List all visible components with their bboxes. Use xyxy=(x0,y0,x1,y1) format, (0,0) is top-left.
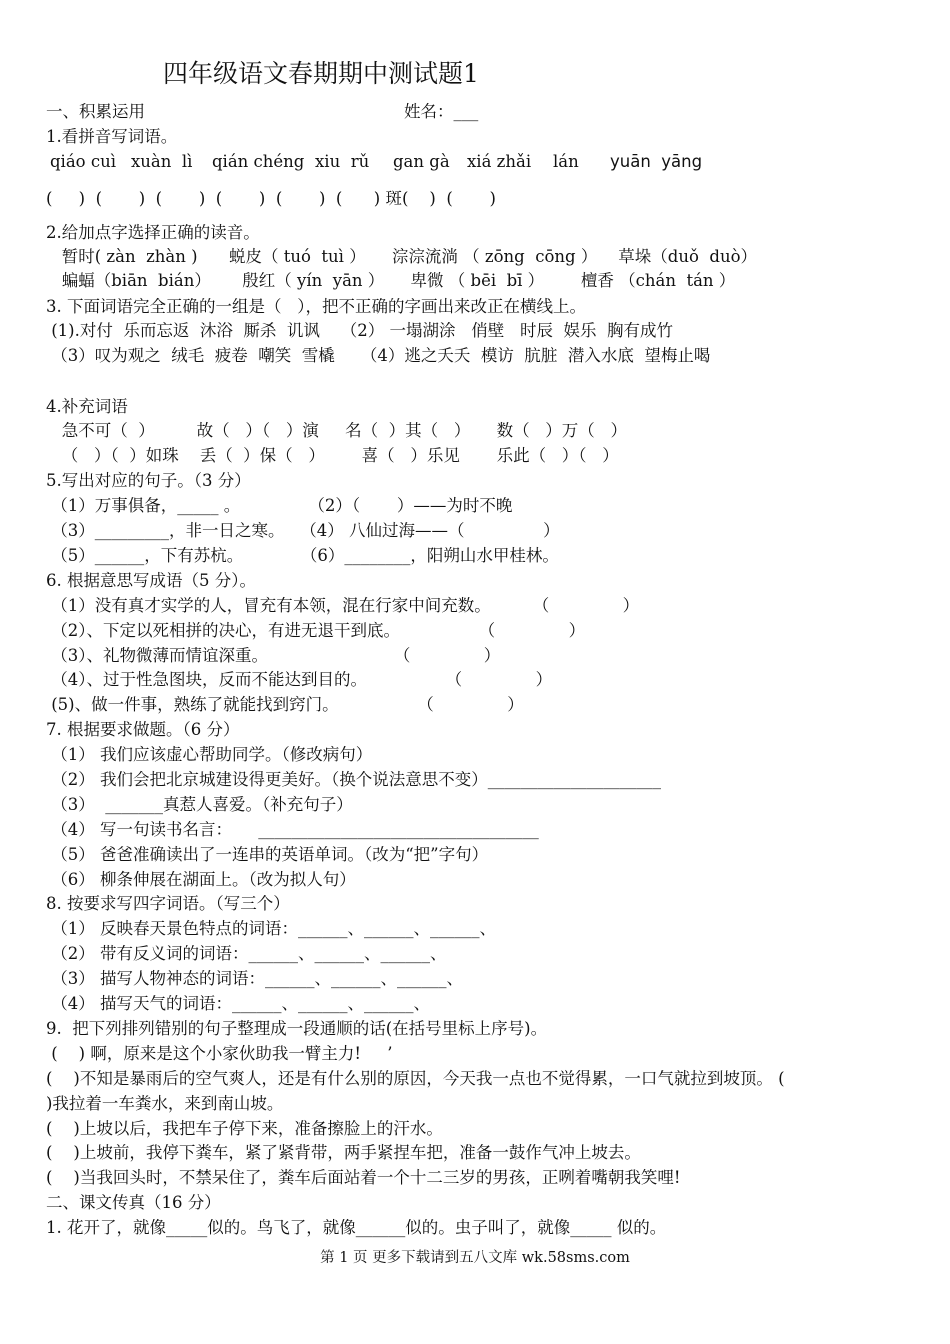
question-heading: 9. 把下列排列错别的句子整理成一段通顺的话(在括号里标上序号)。 xyxy=(46,1019,548,1038)
question-line: （5） 爸爸准确读出了一连串的英语单词。（改为“把”字句） xyxy=(46,845,489,864)
answer-blanks: ( ) ( ) ( ) ( ) ( ) ( ) 斑( ) ( ) xyxy=(46,189,496,208)
question-line: （2）、下定以死相拼的决心，有进无退干到底。 （ ） xyxy=(46,621,586,640)
question-heading: 3. 下面词语完全正确的一组是（ ），把不正确的字画出来改正在横线上。 xyxy=(46,297,586,316)
question-line: ( )上坡前，我停下粪车，紧了紧背带，两手紧捏车把，准备一鼓作气冲上坡去。 xyxy=(46,1143,641,1162)
section-heading: 一、积累运用 xyxy=(46,102,145,121)
question-line: 暂时( zàn zhàn ) 蜕皮（ tuó tuì ） 淙淙流淌 （ zōng cōng ） 草垛（duǒ duò） xyxy=(46,247,758,266)
question-line: （5）______，下有苏杭。 （6）________，阳朔山水甲桂林。 xyxy=(46,546,559,565)
question-line: (5)、做一件事，熟练了就能找到窍门。 （ ） xyxy=(46,695,524,714)
question-line: 蝙蝠（biān bián） 殷红（ yín yān ） 卑微 （ bēi bī ） 檀香 （chán tán ） xyxy=(46,271,736,290)
question-line: (1).对付 乐而忘返 沐浴 厮杀 讥讽 （2） 一塌湖涂 俏壁 时辰 娱乐 胸有成竹 xyxy=(46,321,673,340)
name-field-label: 姓名：___ xyxy=(404,102,479,121)
question-line: ( )当我回头时，不禁呆住了，粪车后面站着一个十二三岁的男孩，正咧着嘴朝我笑哩! xyxy=(46,1168,681,1187)
question-line: （ ）（ ）如珠 丢（ ）保（ ） 喜（ ）乐见 乐此（ ）（ ） xyxy=(46,446,619,465)
question-line: ( )不知是暴雨后的空气爽人，还是有什么别的原因，今天我一点也不觉得累，一口气就拉到坡顶。 ( xyxy=(46,1069,785,1088)
question-line: 1. 花开了，就像_____似的。鸟飞了，就像______似的。虫子叫了，就像_____ 似的。 xyxy=(46,1218,667,1237)
question-heading: 5.写出对应的句子。（3 分） xyxy=(46,471,251,490)
pinyin-item: qián chéng xyxy=(212,152,305,171)
page-footer: 第 1 页 更多下载请到五八文库 wk.58sms.com xyxy=(320,1250,630,1266)
question-heading: 1.看拼音写词语。 xyxy=(46,127,178,146)
question-line: ( ) 啊，原来是这个小家伙助我一臂主力! ’ xyxy=(46,1044,393,1063)
question-line: （1）万事俱备，_____ 。 （2）（ ）——为时不晚 xyxy=(46,496,513,515)
section-heading: 二、课文传真（16 分） xyxy=(46,1193,221,1212)
pinyin-item: xuàn lì xyxy=(131,152,193,171)
question-line: （3） 描写人物神态的词语：______、______、______、 xyxy=(46,969,463,988)
question-heading: 8. 按要求写四字词语。（写三个） xyxy=(46,894,290,913)
question-line: ( )上坡以后，我把车子停下来，准备擦脸上的汗水。 xyxy=(46,1119,443,1138)
question-line: （6） 柳条伸展在湖面上。（改为拟人句） xyxy=(46,870,356,889)
question-line: （4） 写一句读书名言： __________________________________ xyxy=(46,820,539,839)
question-line: （3） _______真惹人喜爱。（补充句子） xyxy=(46,795,353,814)
question-line: （4） 描写天气的词语：______、______、______、 xyxy=(46,994,430,1013)
question-line: （3）叹为观之 绒毛 疲卷 嘲笑 雪橇 （4）逃之夭夭 模访 肮脏 潜入水底 望梅止喝 xyxy=(46,346,711,365)
question-heading: 6. 根据意思写成语（5 分）。 xyxy=(46,571,256,590)
question-line: （3）、礼物微薄而情谊深重。 （ ） xyxy=(46,646,501,665)
question-line: （1） 我们应该虚心帮助同学。（修改病句） xyxy=(46,745,373,764)
pinyin-item: lán xyxy=(553,152,579,171)
question-line: 急不可（ ） 故（ ）（ ）演 名（ ）其（ ） 数（ ）万（ ） xyxy=(46,421,628,440)
pinyin-item: xiá zhǎi xyxy=(467,152,532,171)
question-line: （3）_________，非一日之寒。 （4） 八仙过海——（ ） xyxy=(46,521,560,540)
question-line: （2） 带有反义词的词语：______、______、______、 xyxy=(46,944,447,963)
question-line: （1）没有真才实学的人，冒充有本领，混在行家中间充数。 （ ） xyxy=(46,596,640,615)
question-line: （1） 反映春天景色特点的词语：______、______、______、 xyxy=(46,919,496,938)
question-line: )我拉着一车粪水，来到南山坡。 xyxy=(46,1094,284,1113)
question-heading: 2.给加点字选择正确的读音。 xyxy=(46,223,260,242)
pinyin-item: yuān yāng xyxy=(610,152,703,171)
question-heading: 4.补充词语 xyxy=(46,397,128,416)
pinyin-item: xiu rǔ xyxy=(315,152,370,171)
question-line: （2） 我们会把北京城建设得更美好。（换个说法意思不变）_____________________ xyxy=(46,770,661,789)
pinyin-item: gan gà xyxy=(393,152,450,171)
question-heading: 7. 根据要求做题。（6 分） xyxy=(46,720,240,739)
question-line: （4）、过于性急图块，反而不能达到目的。 （ ） xyxy=(46,670,553,689)
pinyin-item: qiáo cuì xyxy=(50,152,116,171)
page-title: 四年级语文春期期中测试题1 xyxy=(163,59,479,88)
